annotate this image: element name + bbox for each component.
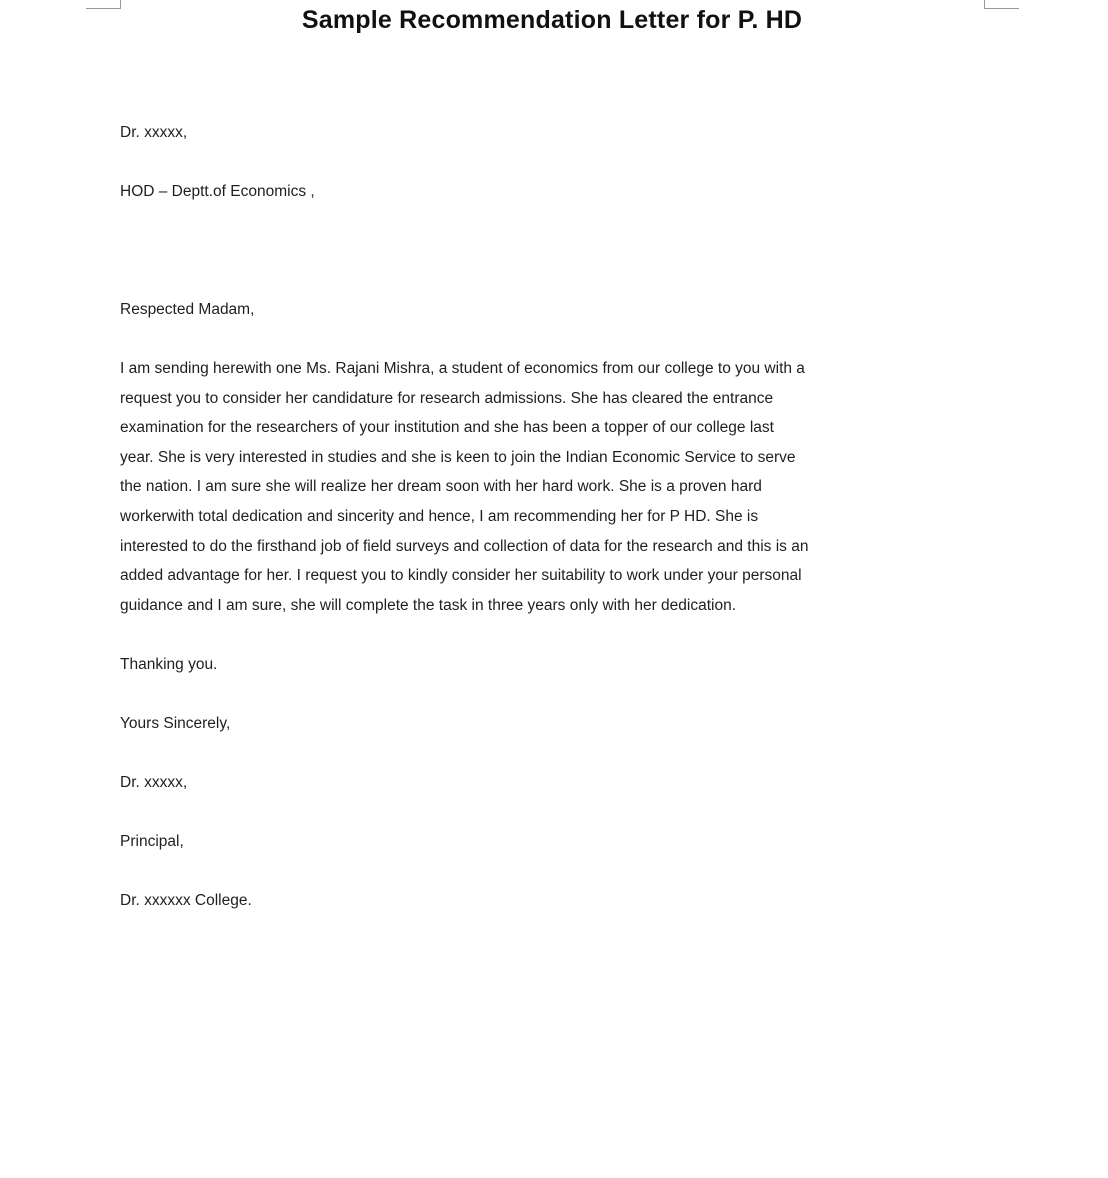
body-line: interested to do the firsthand job of field surveys and collection of data for the research and this is an [120, 537, 809, 555]
body-line: guidance and I am sure, she will complete the task in three years only with her dedication. [120, 596, 737, 614]
body-line: I am sending herewith one Ms. Rajani Mishra, a student of economics from our college to you with a [120, 360, 805, 377]
document-title: Sample Recommendation Letter for P. HD [301, 6, 803, 34]
closing: Thanking you. [120, 656, 218, 673]
body-line: examination for the researchers of your institution and she has been a topper of our college last [120, 419, 774, 437]
body-line: workerwith total dedication and sincerity and hence, I am recommending her for P HD. She is [120, 507, 759, 525]
recipient-name: Dr. xxxxx, [120, 124, 188, 141]
signature-name: Dr. xxxxx, [120, 774, 188, 791]
signature-college: Dr. xxxxxx College. [120, 892, 252, 909]
sign-off: Yours Sincerely, [120, 715, 231, 732]
signature-position: Principal, [120, 833, 184, 850]
body-paragraph [120, 354, 1000, 620]
salutation: Respected Madam, [120, 301, 255, 318]
body-line: the nation. I am sure she will realize her dream soon with her hard work. She is a proven hard [120, 478, 762, 496]
body-line: request you to consider her candidature for research admissions. She has cleared the entrance [120, 389, 774, 407]
body-line: added advantage for her. I request you to kindly consider her suitability to work under your personal [120, 567, 802, 585]
recipient-position: HOD – Deptt.of Economics , [120, 183, 315, 200]
body-line: year. She is very interested in studies and she is keen to join the Indian Economic Service to serve [120, 448, 796, 466]
